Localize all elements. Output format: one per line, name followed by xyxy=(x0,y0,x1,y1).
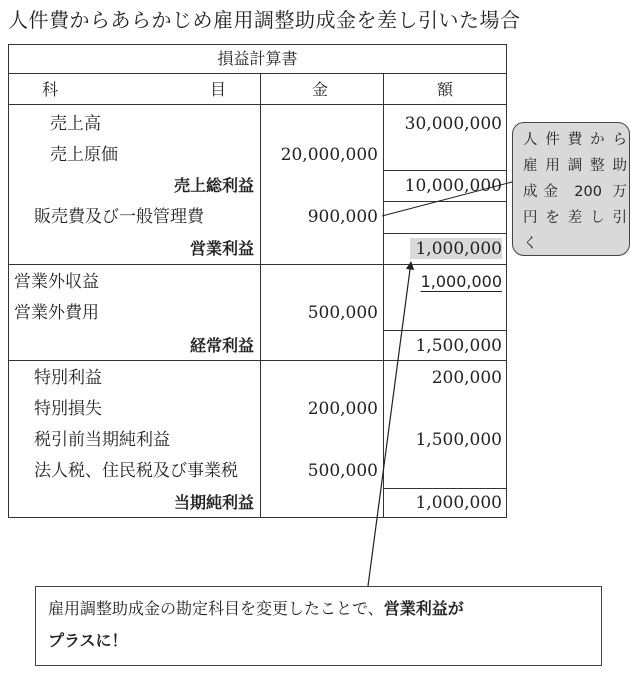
row-total: 1,000,000 xyxy=(415,493,502,513)
column-header-total: 額 xyxy=(437,80,454,99)
column-header-item-left: 科 xyxy=(42,80,59,99)
column-header-amount: 金 xyxy=(312,80,329,99)
row-label: 販売費及び一般管理費 xyxy=(34,207,204,227)
row-subtotal: 500,000 xyxy=(307,461,378,481)
table-heading: 損益計算書 xyxy=(217,49,298,68)
callout-line: 成金 200 万 xyxy=(523,184,627,200)
callout-line: 雇用調整助 xyxy=(523,158,627,174)
note-arrow-line xyxy=(368,262,411,586)
note-emphasis: 営業利益が xyxy=(383,599,464,618)
row-label: 法人税、住民税及び事業税 xyxy=(34,461,238,481)
row-label: 売上原価 xyxy=(50,145,118,165)
row-total: 1,500,000 xyxy=(415,336,502,356)
callout-line: く xyxy=(523,236,538,252)
callout-line: 円を差し引 xyxy=(523,210,627,226)
row-label: 営業外費用 xyxy=(14,303,99,323)
row-label: 売上高 xyxy=(50,114,101,134)
row-label: 経常利益 xyxy=(189,336,254,355)
callout-pointer-line xyxy=(382,182,512,216)
page-title: 人件費からあらかじめ雇用調整助成金を差し引いた場合 xyxy=(8,8,521,32)
row-label: 当期純利益 xyxy=(173,493,254,512)
row-subtotal: 900,000 xyxy=(307,207,378,227)
row-label: 特別利益 xyxy=(34,368,102,388)
row-total: 1,500,000 xyxy=(415,430,502,450)
row-label: 営業利益 xyxy=(189,239,254,258)
row-label: 税引前当期純利益 xyxy=(34,430,170,450)
row-total: 200,000 xyxy=(431,368,502,388)
note-emphasis: プラスに！ xyxy=(48,631,128,650)
column-header-item-right: 目 xyxy=(210,80,227,99)
row-total: 1,000,000 xyxy=(415,239,502,259)
note-box xyxy=(35,586,602,666)
row-label: 売上総利益 xyxy=(173,176,254,195)
row-subtotal: 500,000 xyxy=(307,303,378,323)
row-total: 10,000,000 xyxy=(404,176,502,196)
row-subtotal: 20,000,000 xyxy=(280,145,378,165)
row-total: 30,000,000 xyxy=(404,114,502,134)
row-total: 1,000,000 xyxy=(420,272,502,291)
row-label: 営業外収益 xyxy=(14,272,99,292)
callout-line: 人件費から xyxy=(523,132,627,148)
note-text: 雇用調整助成金の勘定科目を変更したことで、 xyxy=(48,599,384,618)
row-label: 特別損失 xyxy=(34,399,102,419)
callout-bubble xyxy=(512,122,630,256)
row-subtotal: 200,000 xyxy=(307,399,378,419)
